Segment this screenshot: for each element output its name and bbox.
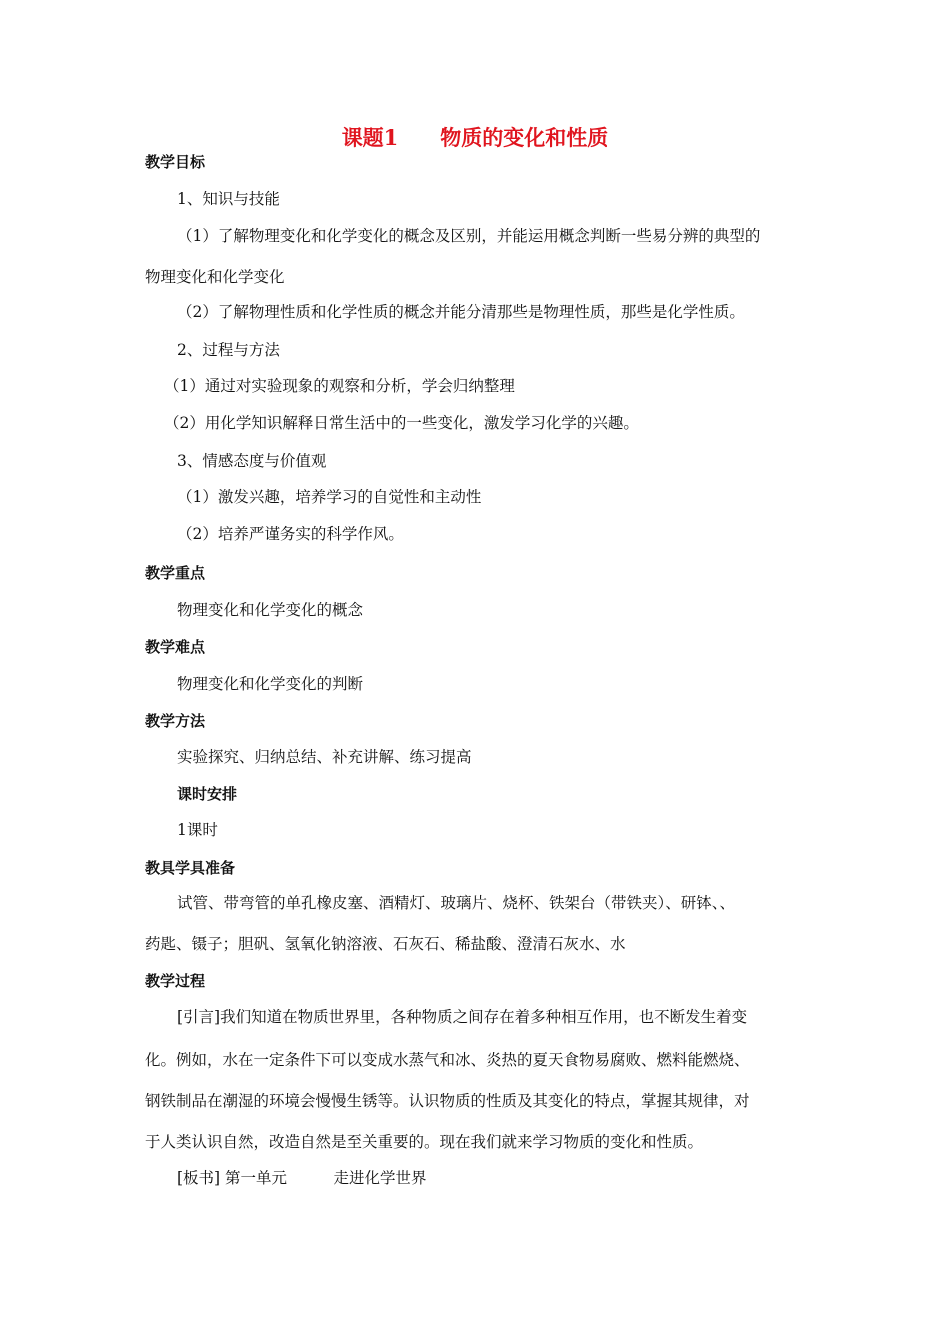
document-title: 课题1 物质的变化和性质 <box>341 125 609 150</box>
subheading-attitudes-values: 3、情感态度与价值观 <box>177 452 327 470</box>
subheading-process-methods: 2、过程与方法 <box>177 341 280 359</box>
paragraph-line: （2）了解物理性质和化学性质的概念并能分清那些是物理性质，那些是化学性质。 <box>177 303 745 321</box>
heading-teaching-objectives: 教学目标 <box>145 153 206 171</box>
paragraph-line: 物理变化和化学变化的判断 <box>177 675 364 693</box>
paragraph-line: （1）了解物理变化和化学变化的概念及区别，并能运用概念判断一些易分辨的典型的 <box>177 227 761 245</box>
paragraph-line: （1）通过对实验现象的观察和分析，学会归纳整理 <box>164 377 515 395</box>
paragraph-line: 钢铁制品在潮湿的环境会慢慢生锈等。认识物质的性质及其变化的特点，掌握其规律，对 <box>145 1092 750 1110</box>
heading-difficult-points: 教学难点 <box>145 638 206 656</box>
paragraph-line: 1课时 <box>177 821 218 839</box>
paragraph-line: （2）用化学知识解释日常生活中的一些变化，激发学习化学的兴趣。 <box>164 414 639 432</box>
heading-teaching-aids: 教具学具准备 <box>145 859 236 877</box>
heading-class-hours: 课时安排 <box>177 785 238 803</box>
paragraph-line: （1）激发兴趣，培养学习的自觉性和主动性 <box>177 488 482 506</box>
heading-teaching-process: 教学过程 <box>145 972 206 990</box>
paragraph-line: 化。例如，水在一定条件下可以变成水蒸气和冰、炎热的夏天食物易腐败、燃料能燃烧、 <box>145 1051 750 1069</box>
paragraph-line: 实验探究、归纳总结、补充讲解、练习提高 <box>177 748 472 766</box>
heading-teaching-methods: 教学方法 <box>145 712 206 730</box>
paragraph-line: （2）培养严谨务实的科学作风。 <box>177 525 404 543</box>
paragraph-line: 物理变化和化学变化的概念 <box>177 601 364 619</box>
paragraph-line: [板书] 第一单元 走进化学世界 <box>177 1169 427 1187</box>
heading-key-points: 教学重点 <box>145 564 206 582</box>
paragraph-line: 试管、带弯管的单孔橡皮塞、酒精灯、玻璃片、烧杯、铁架台（带铁夹）、研钵、、 <box>177 894 736 912</box>
paragraph-line: 药匙、镊子；胆矾、氢氧化钠溶液、石灰石、稀盐酸、澄清石灰水、水 <box>145 935 626 953</box>
paragraph-line: [引言]我们知道在物质世界里，各种物质之间存在着多种相互作用，也不断发生着变 <box>177 1008 748 1026</box>
subheading-knowledge-skills: 1、知识与技能 <box>177 190 280 208</box>
paragraph-line: 于人类认识自然，改造自然是至关重要的。现在我们就来学习物质的变化和性质。 <box>145 1133 704 1151</box>
paragraph-line: 物理变化和化学变化 <box>145 268 285 286</box>
